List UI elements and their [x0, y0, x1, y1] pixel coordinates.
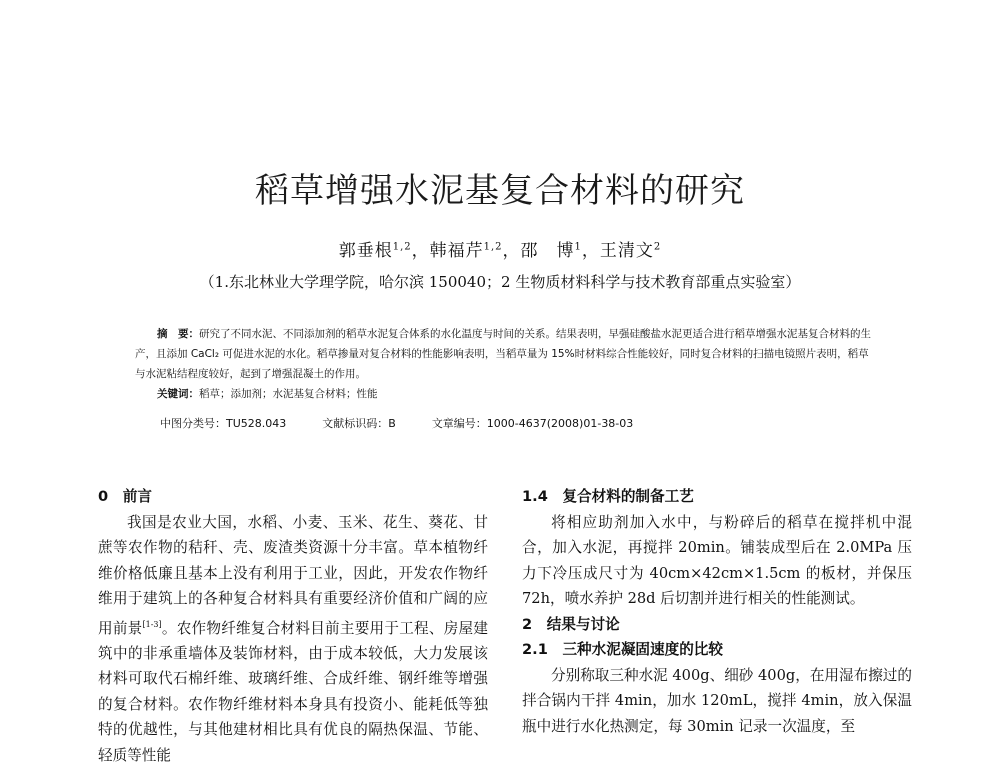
section-heading-2-1: 2.1 三种水泥凝固速度的比较: [522, 637, 912, 663]
author-name: 王清文: [600, 241, 654, 261]
author-name: 韩福芹: [430, 241, 484, 261]
author-name: 邵 博: [521, 241, 575, 261]
abstract-text: 研究了不同水泥、不同添加剂的稻草水泥复合体系的水化温度与时间的关系。结果表明，早强硅酸盐水泥更适合进行稻草增强水泥基复合材料的生产，且添加 CaCl₂ 可促进水泥的水化。稻草掺量对复合材料的性能影响表明，当稻草量为 15%时材料综合性能较好，同时复合材料的扫描电镜照片表明，稻草与水泥粘结程度较好，起到了增强混凝土的作用。: [135, 328, 871, 380]
author-affiliation-mark: 1,2: [393, 241, 412, 252]
author-line: 郭垂根$^{1,2}$，韩福芹$^{1,2}$，邵 博$^1$，王清文$^2$: [0, 236, 1000, 261]
author-name: 郭垂根: [339, 241, 393, 261]
abstract: [135, 324, 873, 384]
article-number: 文章编号：1000-4637(2008)01-38-03: [432, 417, 633, 430]
right-column: [522, 484, 912, 739]
classification-line: [160, 415, 669, 431]
section-heading-1-4: 1.4 复合材料的制备工艺: [522, 484, 912, 510]
document-code: 文献标识码：B: [322, 417, 396, 430]
paper-title: 稻草增强水泥基复合材料的研究: [0, 163, 1000, 212]
affiliation-line: （1.东北林业大学理学院，哈尔滨 150040；2 生物质材料科学与技术教育部重点实验室）: [0, 271, 1000, 292]
paragraph-1-4: 将相应助剂加入水中，与粉碎后的稻草在搅拌机中混合，加入水泥，再搅拌 20min。铺装成型后在 2.0MPa 压力下冷压成尺寸为 40cm×42cm×1.5cm 的板材，并保压 72h，喷水养护 28d 后切割并进行相关的性能测试。: [522, 510, 912, 612]
section-heading-preface: 0 前言: [98, 484, 488, 510]
author-affiliation-mark: 1: [575, 241, 582, 252]
preface-text-b: 。农作物纤维复合材料目前主要用于工程、房屋建筑中的非承重墙体及装饰材料，由于成本较低，大力发展该材料可取代石棉纤维、玻璃纤维、合成纤维、钢纤维等增强的复合材料。农作物纤维材料本身具有投资小、能耗低等独特的优越性，与其他建材相比具有优良的隔热保温、节能、轻质等性能: [98, 619, 488, 764]
abstract-label: 摘 要：: [157, 328, 199, 340]
preface-paragraph: [98, 510, 488, 768]
abstract-block: [135, 324, 873, 404]
keywords: [135, 384, 873, 404]
paragraph-2-1: 分别称取三种水泥 400g、细砂 400g，在用湿布擦过的拌合锅内干拌 4min，加水 120mL，搅拌 4min，放入保温瓶中进行水化热测定，每 30min 记录一次温度，至: [522, 663, 912, 740]
citation-ref: [1-3]: [143, 620, 162, 629]
clc-number: 中图分类号：TU528.043: [160, 417, 286, 430]
author-affiliation-mark: 2: [654, 241, 661, 252]
left-column: [98, 484, 488, 768]
keywords-text: 稻草；添加剂；水泥基复合材料；性能: [199, 388, 378, 400]
author-affiliation-mark: 1,2: [484, 241, 503, 252]
keywords-label: 关键词：: [157, 388, 199, 400]
section-heading-2: 2 结果与讨论: [522, 612, 912, 638]
preface-text-a: 我国是农业大国，水稻、小麦、玉米、花生、葵花、甘蔗等农作物的秸秆、壳、废渣类资源十分丰富。草本植物纤维价格低廉且基本上没有利用于工业，因此，开发农作物纤维用于建筑上的各种复合材料具有重要经济价值和广阔的应用前景: [98, 514, 488, 637]
